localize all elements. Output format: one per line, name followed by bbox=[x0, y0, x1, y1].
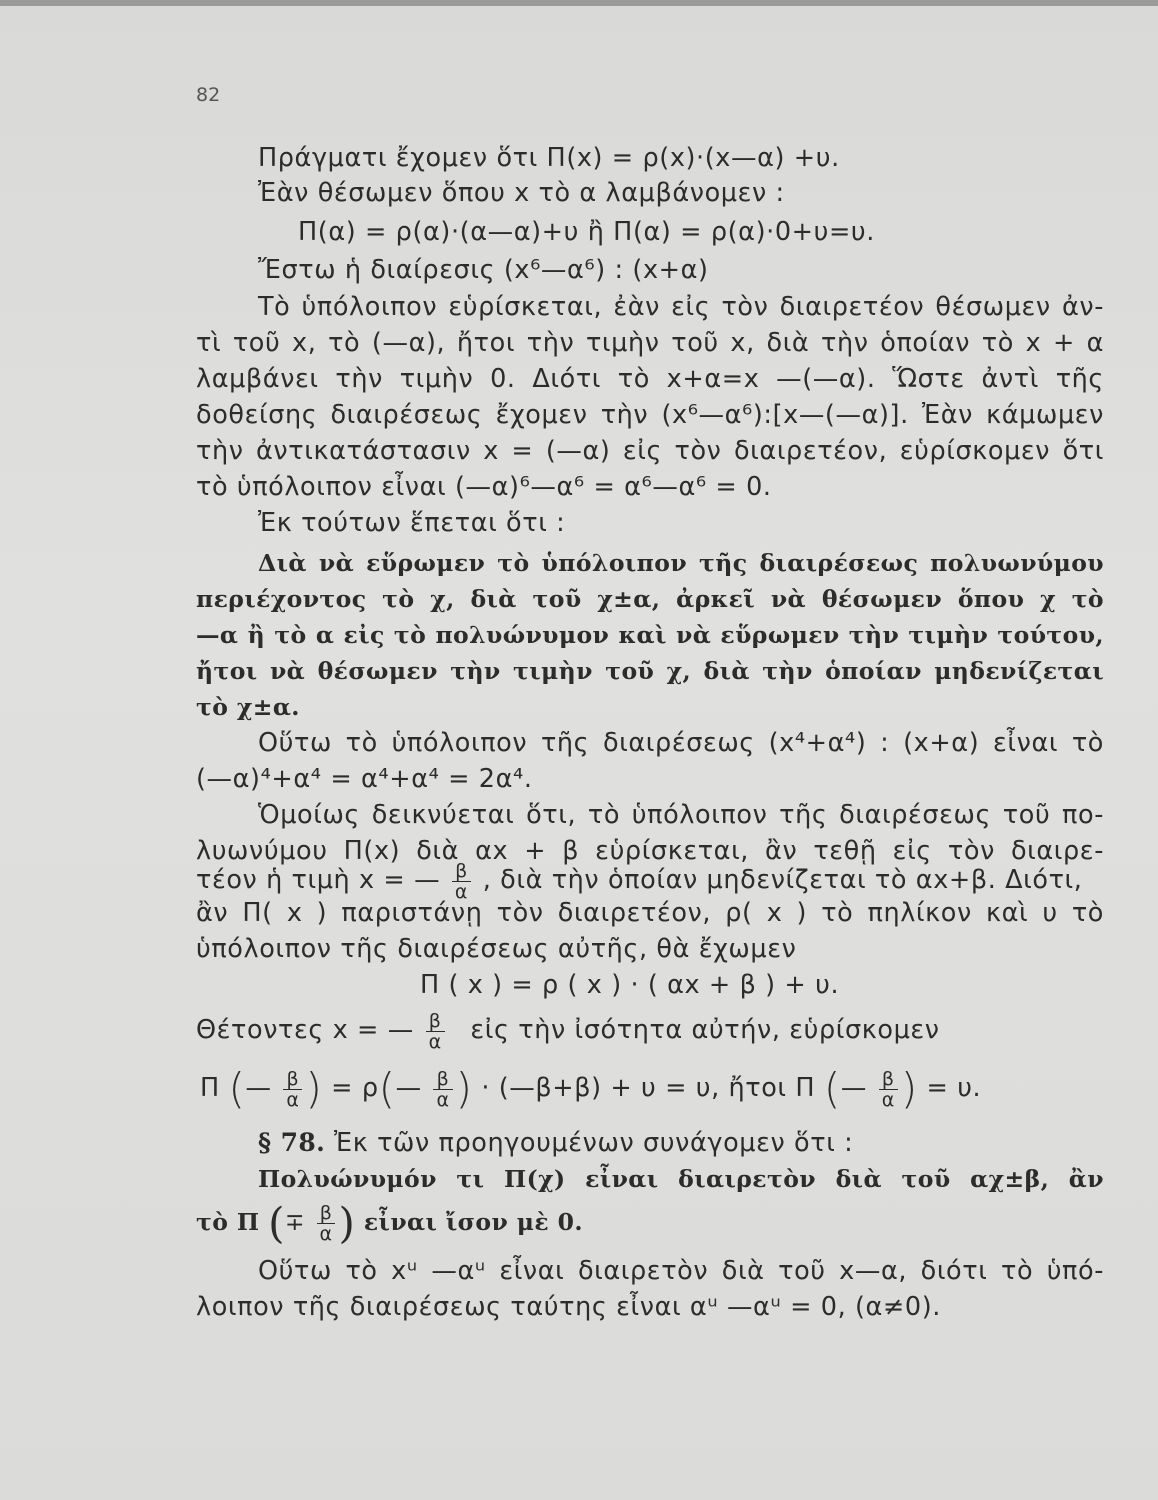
equation-line: Π ( x ) = ρ ( x ) · ( αx + β ) + υ. bbox=[420, 970, 840, 1000]
equation-segment: · (—β+β) + υ = υ, ἤτοι Π bbox=[481, 1073, 816, 1103]
text-line: ἂν Π( x ) παριστάνῃ τὸν διαιρετέον, ρ( x ) τὸ πηλίκον καὶ υ τὸ bbox=[196, 898, 1104, 928]
equation-line: Π(α) = ρ(α)·(α—α)+υ ἢ Π(α) = ρ(α)·0+υ=υ. bbox=[298, 217, 875, 247]
text-segment: Θέτοντες x = — bbox=[196, 1015, 414, 1045]
rule-text-line: —α ἢ τὸ α εἰς τὸ πολυώνυμον καὶ νὰ εὕρωμεν τὴν τιμὴν τούτου, bbox=[196, 621, 1104, 649]
page-number: 82 bbox=[196, 84, 221, 106]
equation-segment: = ρ bbox=[331, 1073, 379, 1103]
fraction-numerator: β bbox=[879, 1069, 898, 1090]
text-line: Ἐκ τούτων ἕπεται ὅτι : bbox=[258, 508, 566, 538]
text-segment: τέον ἡ τιμὴ x = — bbox=[196, 865, 441, 895]
minus-sign: — bbox=[245, 1073, 272, 1103]
fraction-denominator: α bbox=[881, 1088, 895, 1111]
minus-sign: — bbox=[840, 1073, 867, 1103]
text-line: Οὕτω τὸ xᵘ —αᵘ εἶναι διαιρετὸν διὰ τοῦ x—α, διότι τὸ ὑπό- bbox=[258, 1256, 1104, 1286]
page-top-edge bbox=[0, 0, 1158, 6]
text-segment: εἰς τὴν ἰσότητα αὐτήν, εὑρίσκομεν bbox=[470, 1015, 940, 1045]
fraction-numerator: β bbox=[426, 1011, 445, 1032]
equation-line bbox=[200, 1064, 982, 1113]
paren-open: ( bbox=[823, 1064, 841, 1113]
fraction-denominator: α bbox=[454, 880, 469, 903]
paren-open: ( bbox=[228, 1064, 246, 1113]
equation-segment: = υ. bbox=[926, 1073, 982, 1103]
fraction-numerator: β bbox=[452, 861, 471, 882]
fraction-denominator: α bbox=[436, 1088, 450, 1111]
text-line: Ὁμοίως δεικνύεται ὅτι, τὸ ὑπόλοιπον τῆς διαιρέσεως τοῦ πο- bbox=[258, 800, 1104, 830]
fraction-denominator: α bbox=[286, 1088, 300, 1111]
text-line: τὴν ἀντικατάστασιν x = (—α) εἰς τὸν διαιρετέον, εὑρίσκομεν ὅτι bbox=[196, 436, 1104, 466]
paren-open: ( bbox=[268, 1198, 285, 1248]
text-line: Οὕτω τὸ ὑπόλοιπον τῆς διαιρέσεως (x⁴+α⁴) : (x+α) εἶναι τὸ bbox=[258, 728, 1104, 758]
text-line-with-fraction bbox=[196, 1010, 940, 1052]
section-label: § 78. bbox=[258, 1128, 326, 1157]
rule-text-line: Διὰ νὰ εὕρωμεν τὸ ὑπόλοιπον τῆς διαιρέσεως πολυωνύμου bbox=[258, 549, 1104, 577]
section-text: Ἐκ τῶν προηγουμένων συνάγομεν ὅτι : bbox=[334, 1128, 854, 1158]
paren-close: ) bbox=[900, 1064, 918, 1113]
theorem-text-line bbox=[196, 1198, 583, 1248]
text-line: λαμβάνει τὴν τιμὴν 0. Διότι τὸ x+α=x —(—α). Ὥστε ἀντὶ τῆς bbox=[196, 364, 1104, 394]
theorem-segment: εἶναι ἴσον μὲ 0. bbox=[363, 1208, 583, 1236]
text-line: Πράγματι ἔχομεν ὅτι Π(x) = ρ(x)·(x—α) +υ. bbox=[258, 143, 840, 173]
rule-text-line: ἤτοι νὰ θέσωμεν τὴν τιμὴν τοῦ χ, διὰ τὴν ὁποίαν μηδενίζεται bbox=[196, 657, 1104, 685]
fraction-beta-over-alpha bbox=[879, 1069, 898, 1110]
text-line: τὸ ὑπόλοιπον εἶναι (—α)⁶—α⁶ = α⁶—α⁶ = 0. bbox=[196, 472, 772, 502]
text-line: λοιπον τῆς διαιρέσεως ταύτης εἶναι αᵘ —αᵘ = 0, (α≠0). bbox=[196, 1292, 942, 1322]
paren-close: ) bbox=[338, 1198, 356, 1248]
text-line: Ἐὰν θέσωμεν ὅπου x τὸ α λαμβάνομεν : bbox=[258, 178, 785, 208]
paren-close: ) bbox=[305, 1064, 323, 1113]
text-segment: , διὰ τὴν ὁποίαν μηδενίζεται τὸ αx+β. Διότι, bbox=[482, 865, 1083, 895]
fraction-beta-over-alpha bbox=[317, 1203, 336, 1244]
paren-close: ) bbox=[455, 1064, 473, 1113]
fraction-denominator: α bbox=[428, 1030, 442, 1053]
fraction-numerator: β bbox=[433, 1069, 452, 1090]
fraction-numerator: β bbox=[317, 1203, 336, 1224]
rule-text-line: περιέχοντος τὸ χ, διὰ τοῦ χ±α, ἀρκεῖ νὰ θέσωμεν ὅπου χ τὸ bbox=[196, 585, 1104, 613]
fraction-beta-over-alpha bbox=[452, 861, 471, 902]
fraction-numerator: β bbox=[283, 1069, 302, 1090]
equation-segment: Π bbox=[200, 1073, 220, 1103]
text-line: Ἔστω ἡ διαίρεσις (x⁶—α⁶) : (x+α) bbox=[258, 255, 709, 285]
fraction-beta-over-alpha bbox=[433, 1069, 452, 1110]
text-line: δοθείσης διαιρέσεως ἔχομεν τὴν (x⁶—α⁶):[x—(—α)]. Ἐὰν κάμωμεν bbox=[196, 400, 1104, 430]
rule-text-line: τὸ χ±α. bbox=[196, 693, 300, 721]
fraction-denominator: α bbox=[319, 1223, 333, 1245]
minus-sign: — bbox=[395, 1073, 422, 1103]
section-heading-line bbox=[258, 1128, 853, 1158]
text-line: λυωνύμου Π(x) διὰ αx + β εὑρίσκεται, ἂν τεθῇ εἰς τὸν διαιρε- bbox=[196, 836, 1104, 866]
text-line: (—α)⁴+α⁴ = α⁴+α⁴ = 2α⁴. bbox=[196, 764, 533, 794]
text-line: τὶ τοῦ x, τὸ (—α), ἤτοι τὴν τιμὴν τοῦ x, διὰ τὴν ὁποίαν τὸ x + α bbox=[196, 328, 1104, 358]
fraction-beta-over-alpha bbox=[283, 1069, 302, 1110]
text-line-with-fraction bbox=[196, 860, 1083, 902]
text-line: Τὸ ὑπόλοιπον εὑρίσκεται, ἐὰν εἰς τὸν διαιρετέον θέσωμεν ἀν- bbox=[258, 292, 1104, 322]
theorem-segment: τὸ Π bbox=[196, 1208, 260, 1236]
fraction-beta-over-alpha bbox=[426, 1011, 445, 1052]
minus-plus-sign: ∓ bbox=[284, 1208, 305, 1236]
text-line: ὑπόλοιπον τῆς διαιρέσεως αὐτῆς, θὰ ἔχωμεν bbox=[196, 934, 797, 964]
paren-open: ( bbox=[378, 1064, 396, 1113]
theorem-text-line: Πολυώνυμόν τι Π(χ) εἶναι διαιρετὸν διὰ τοῦ αχ±β, ἂν bbox=[258, 1165, 1104, 1193]
